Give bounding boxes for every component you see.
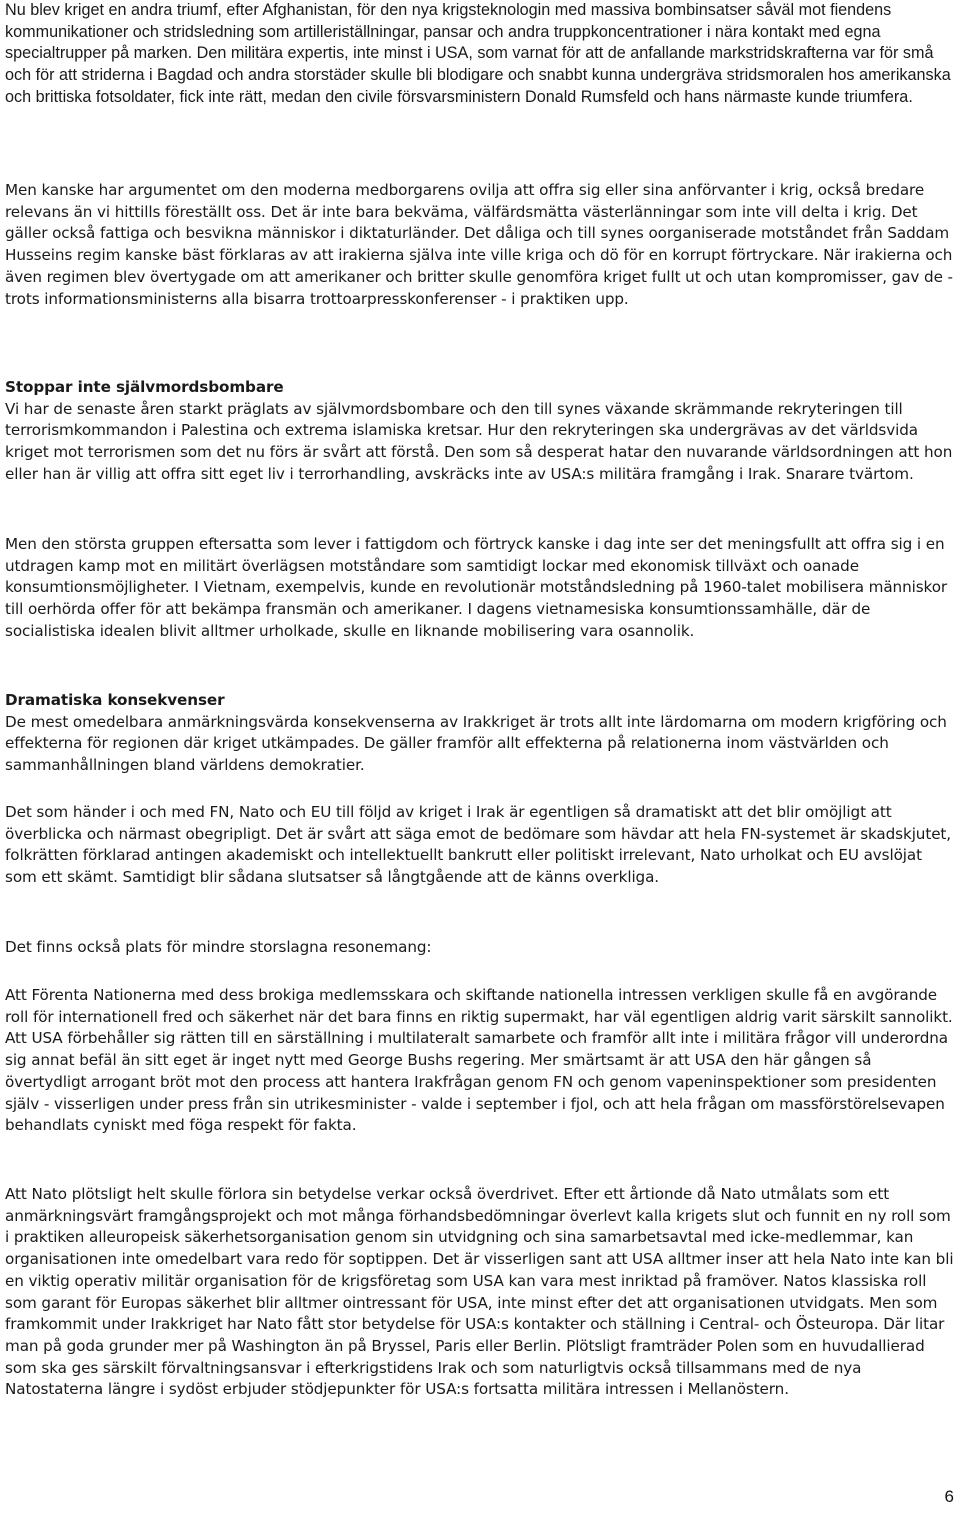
paragraph-9: Att Nato plötsligt helt skulle förlora sin betydelse verkar också överdrivet. Efter ett årtionde då Nato utmålats som ett anmärkningsvärt framgångsprojekt och mot många förhandsbedömningar överlevt kalla krigets slut och funnit en ny roll som i praktiken alleuropeisk säkerhetsorganisation genom sin utvidgning och sina samarbetsavtal med icke-medlemmar, kan organisationen inte omedelbart vara redo för soptippen. Det är visserligen sant att USA alltmer inser att hela Nato inte kan bli en viktig operativ militär organisation för de krigsföretag som USA kan vara mest inriktad på framöver. Natos klassiska roll som garant för Europas säkerhet blir alltmer ointressant för USA, inte minst efter det att organisationen utvidgats. Men som framkommit under Irakkriget har Nato fått stor betydelse för USA:s kontakter och ställning i Central- och Östeuropa. Där litar man på goda grunder mer på Washington än på Bryssel, Paris eller Berlin. Plötsligt framträder Polen som en huvudallierad som ska ges särskilt förvaltningsansvar i efterkrigstidens Irak och som naturligtvis också tillsammans med de nya Natostaterna längre i sydöst erbjuder stödjepunkter för USA:s fortsatta militära intressen i Mellanöstern.	[5, 1185, 954, 1399]
page-number: 6	[944, 1487, 954, 1506]
section-self-bombers	[5, 377, 955, 486]
paragraph-2: Men kanske har argumentet om den moderna medborgarens ovilja att offra sig eller sina anförvanter i krig, också bredare relevans än vi hittills föreställt oss. Det är inte bara bekväma, välfärdsmätta västerlänningar som inte vill delta i krig. Det gäller också fattiga och besvikna människor i diktaturländer. Det dåliga och till synes oorganiserade motståndet från Saddam Husseins regim kanske bäst förklaras av att irakierna själva inte ville kriga och dö för en korrupt förtryckare. När irakierna och även regimen blev övertygade om att amerikaner och britter skulle genomföra kriget fullt ut och utan kompromisser, gav de - trots informationsministerns alla bisarra trottoarpresskonferenser - i praktiken upp.	[5, 181, 953, 308]
paragraph-6: Det som händer i och med FN, Nato och EU till följd av kriget i Irak är egentligen så dramatiskt att det blir omöjligt att överblicka och närmast obegripligt. Det är svårt att säga emot de bedömare som hävdar att hela FN-systemet är skadskjutet, folkrätten förklarad antingen akademiskt och intellektuellt bankrutt eller politiskt irrelevant, Nato urholkat och EU avslöjat som ett skämt. Samtidigt blir sådana slutsatser så långtgående att de känns overkliga.	[5, 803, 952, 887]
section-heading: Stoppar inte självmordsbombare	[5, 378, 284, 396]
paragraph-8: Att Förenta Nationerna med dess brokiga medlemsskara och skiftande nationella intressen verkligen skulle få en avgörande roll för internationell fred och säkerhet när det bara finns en riktig supermakt, har väl egentligen aldrig varit särskilt sannolikt. Att USA förbehåller sig rätten till en särställning i multilateralt samarbete och framför allt inte i militära frågor vill underordna sig annat befäl än sitt eget är inget nytt med George Bushs regering. Mer smärtsamt är att USA den här gången så övertydligt arrogant bröt mot den process att hantera Irakfrågan genom FN och genom vapeninspektioner som presidenten själv - visserligen under press från sin utrikesminister - valde i september i fjol, och att hela frågan om massförstörelsevapen behandlats cyniskt med föga respekt för fakta.	[5, 986, 953, 1135]
paragraph-3: Vi har de senaste åren starkt präglats av självmordsbombare och den till synes växande skrämmande rekryteringen till terrorismkommandon i Palestina och extrema islamiska kretsar. Hur den rekryteringen ska undergrävas av det världsvida kriget mot terrorismen som det nu förs är svårt att förstå. Den som så desperat hatar den nuvarande världsordningen att hon eller han är villig att offra sitt eget liv i terrorhandling, avskräcks inte av USA:s militära framgång i Irak. Snarare tvärtom.	[5, 399, 953, 483]
paragraph-5: De mest omedelbara anmärkningsvärda konsekvenserna av Irakkriget är trots allt inte lärdomarna om modern krigföring och effekterna för regionen där kriget utkämpades. De gäller framför allt effekterna på relationerna inom västvärlden och sammanhållningen bland världens demokratier.	[5, 712, 947, 775]
paragraph-4: Men den största gruppen eftersatta som lever i fattigdom och förtryck kanske i dag inte ser det meningsfullt att offra sig i en utdragen kamp mot en militärt överlägsen motståndare som samtidigt lockar med ekonomisk tillväxt och oanade konsumtionsmöjligheter. I Vietnam, exempelvis, kunde en revolutionär motståndsledning på 1960-talet mobilisera människor till oerhörda offer för att bekämpa fransmän och amerikaner. I dagens vietnamesiska konsumtionssamhälle, där de socialistiska idealen blivit alltmer urholkade, skulle en liknande mobilisering vara osannolik.	[5, 535, 948, 640]
paragraph-7: Det finns också plats för mindre storslagna resonemang:	[5, 938, 432, 956]
section-heading: Dramatiska konsekvenser	[5, 691, 225, 709]
paragraph-1: Nu blev kriget en andra triumf, efter Afghanistan, för den nya krigsteknologin med massiva bombinsatser såväl mot fiendens kommunikationer och stridsledning som artilleriställningar, pansar och andra truppkoncentrationer i nära kontakt med egna specialtrupper på marken. Den militära expertis, inte minst i USA, som varnat för att de anfallande markstridskrafterna var för små och för att striderna i Bagdad och andra storstäder skulle bli blodigare och snabbt kunna undergräva stridsmoralen hos amerikanska och brittiska fotsoldater, fick inte rätt, medan den civile försvarsministern Donald Rumsfeld och hans närmaste kunde triumfera.	[5, 1, 951, 106]
section-dramatic-consequences	[5, 690, 955, 777]
